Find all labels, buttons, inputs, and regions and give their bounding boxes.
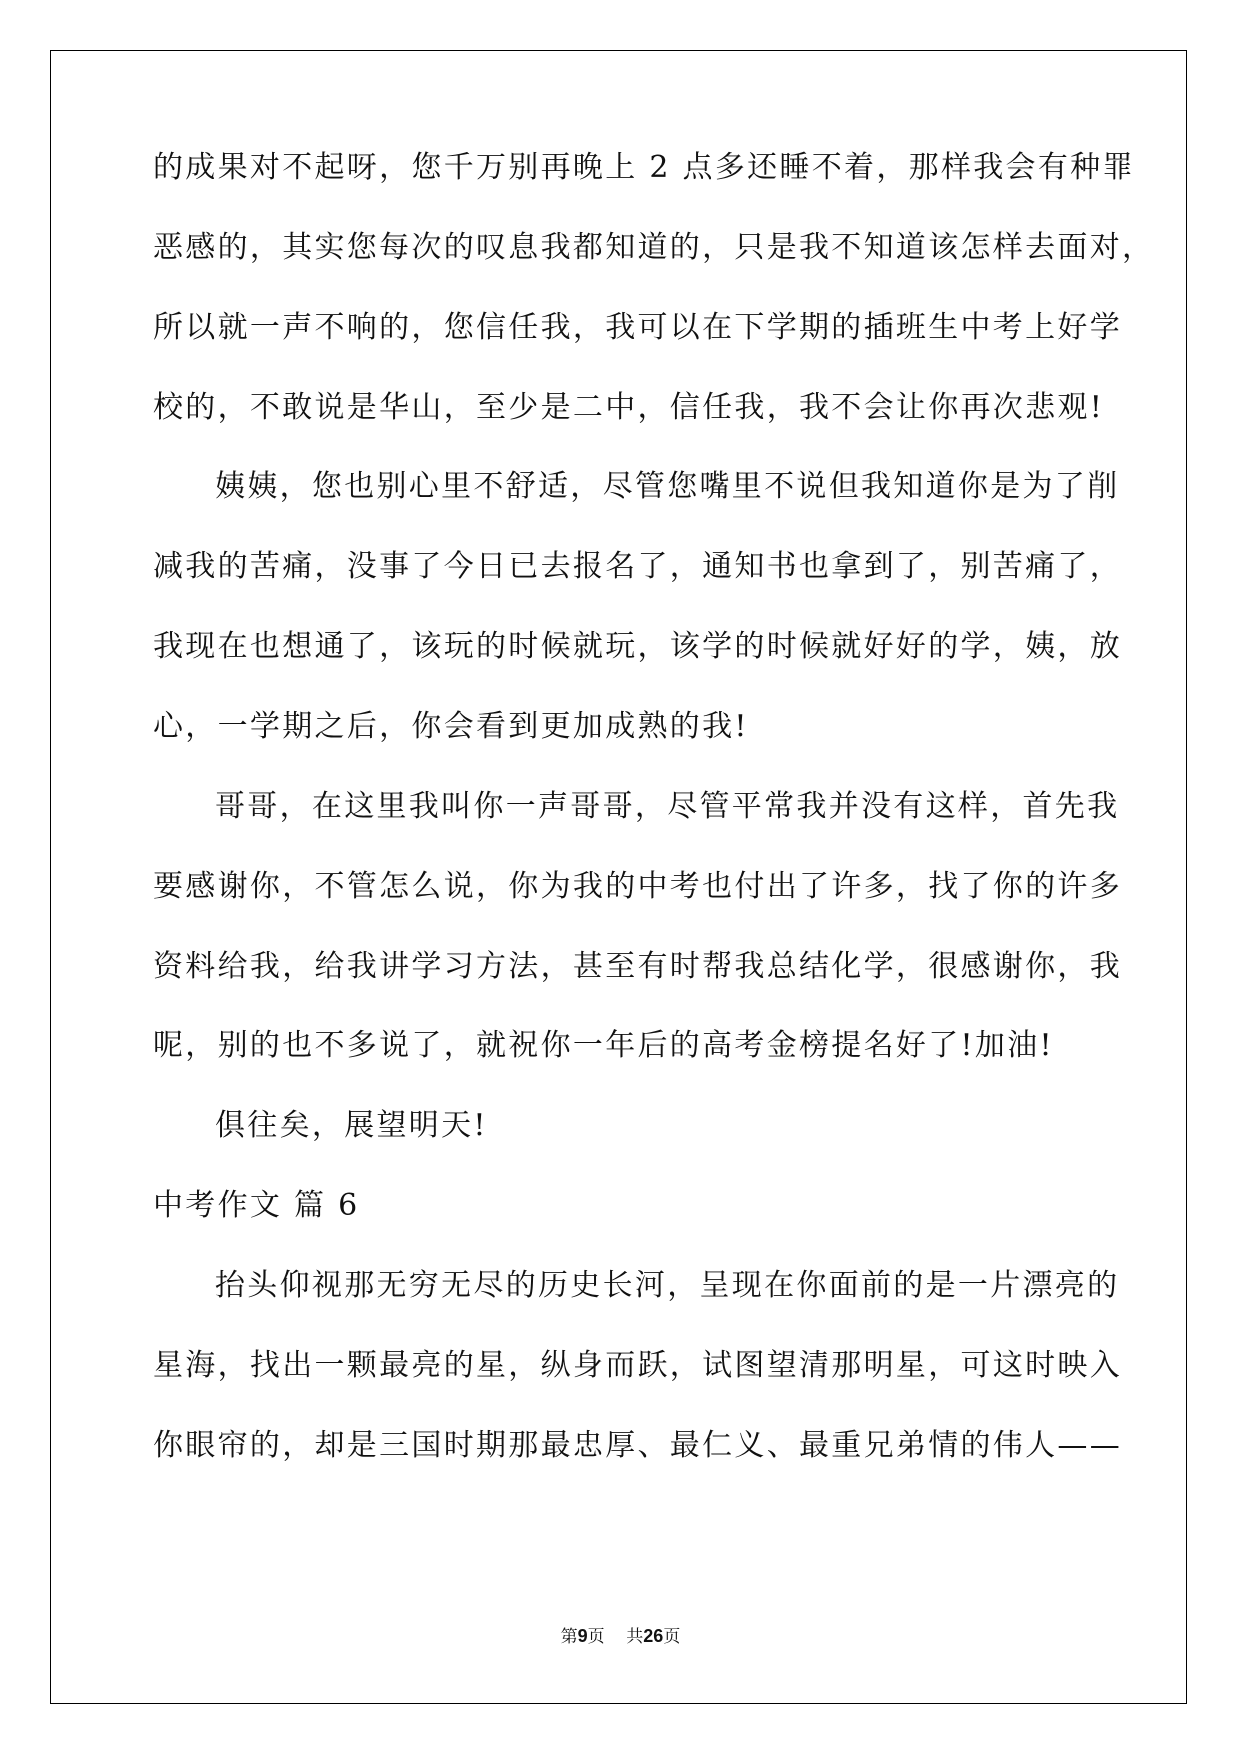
text-line: 的成果对不起呀，您千万别再晚上 2 点多还睡不着，那样我会有种罪 [153, 150, 1135, 185]
text-line: 校的，不敢说是华山，至少是二中，信任我，我不会让你再次悲观! [153, 390, 1105, 425]
paragraph-start: 哥哥，在这里我叫你一声哥哥，尽管平常我并没有这样，首先我 [215, 789, 1120, 824]
text-line: 你眼帘的，却是三国时期那最忠厚、最仁义、最重兄弟情的伟人—— [153, 1428, 1122, 1463]
text-line: 资料给我，给我讲学习方法，甚至有时帮我总结化学，很感谢你，我 [153, 949, 1122, 984]
text-line: 呢，别的也不多说了，就祝你一年后的高考金榜提名好了!加油! [153, 1028, 1054, 1063]
section-heading: 中考作文 篇 6 [153, 1188, 360, 1223]
text-line: 减我的苦痛，没事了今日已去报名了，通知书也拿到了，别苦痛了， [153, 549, 1122, 584]
text-line: 心，一学期之后，你会看到更加成熟的我! [153, 709, 749, 744]
total-pages: 26 [643, 1626, 664, 1646]
page-number: 9 [577, 1626, 588, 1646]
total-suffix: 页 [663, 1627, 681, 1647]
text-line: 所以就一声不响的，您信任我，我可以在下学期的插班生中考上好学 [153, 310, 1122, 345]
total-prefix: 共 [626, 1627, 644, 1647]
page-prefix: 第 [560, 1627, 578, 1647]
paragraph-start: 抬头仰视那无穷无尽的历史长河，呈现在你面前的是一片漂亮的 [215, 1268, 1120, 1303]
text-line: 恶感的，其实您每次的叹息我都知道的，只是我不知道该怎样去面对， [153, 230, 1155, 265]
paragraph-start: 姨姨，您也别心里不舒适，尽管您嘴里不说但我知道你是为了削 [215, 469, 1120, 504]
page-footer [0, 1622, 1241, 1647]
text-line: 星海，找出一颗最亮的星，纵身而跃，试图望清那明星，可这时映入 [153, 1348, 1122, 1383]
text-line: 要感谢你，不管怎么说，你为我的中考也付出了许多，找了你的许多 [153, 869, 1122, 904]
page-suffix: 页 [587, 1627, 605, 1647]
paragraph-start: 俱往矣，展望明天! [215, 1108, 488, 1143]
text-line: 我现在也想通了，该玩的时候就玩，该学的时候就好好的学，姨，放 [153, 629, 1122, 664]
